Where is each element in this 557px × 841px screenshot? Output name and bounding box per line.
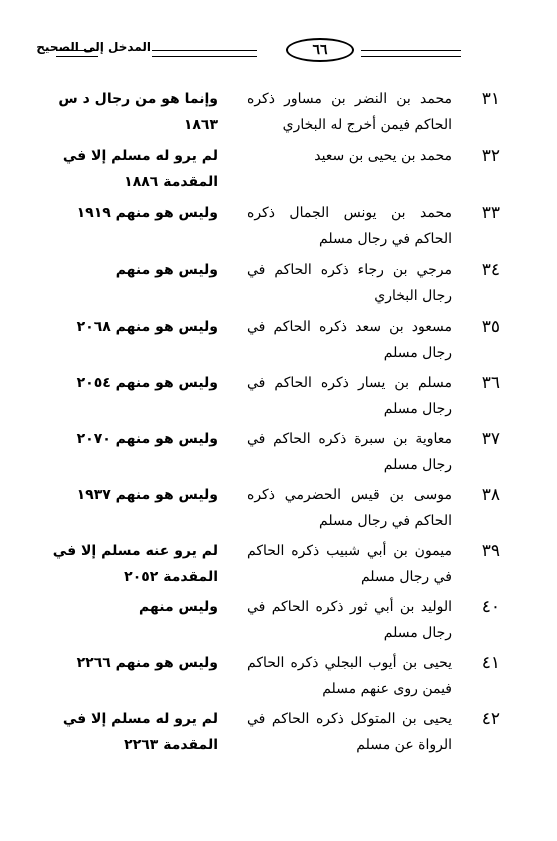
- entry-name: مسلم بن يسار ذكره الحاكم في رجال مسلم: [247, 375, 452, 417]
- entry-note: لم يرو له مسلم إلا في المقدمة ٢٢٦٣: [62, 711, 218, 753]
- page-number: ٦٦: [312, 42, 328, 58]
- entry-row: [48, 706, 500, 758]
- entry-row: [48, 200, 500, 252]
- entry-row: [48, 86, 500, 138]
- running-title: المدخل إلى الصحيح: [36, 40, 151, 54]
- entry-row: [48, 538, 500, 590]
- entry-name: الوليد بن أبي ثور ذكره الحاكم في رجال مسلم: [247, 599, 452, 641]
- entry-number: ٣٧: [481, 429, 500, 449]
- entry-number: ٤٠: [481, 597, 500, 617]
- entry-name: ميمون بن أبي شبيب ذكره الحاكم في رجال مسلم: [247, 543, 452, 585]
- entry-row: [48, 257, 500, 309]
- entry-number: ٤٢: [481, 709, 500, 729]
- entry-row: [48, 370, 500, 422]
- entry-number: ٣٨: [481, 485, 500, 505]
- entry-name: معاوية بن سبرة ذكره الحاكم في رجال مسلم: [247, 431, 452, 473]
- entry-number: ٣١: [481, 89, 500, 109]
- entry-number: ٣٤: [481, 260, 500, 280]
- entry-name: محمد بن النضر بن مساور ذكره الحاكم فيمن أخرج له البخاري: [247, 91, 452, 133]
- page-number-frame: [286, 38, 354, 62]
- entry-name: مسعود بن سعد ذكره الحاكم في رجال مسلم: [247, 319, 452, 361]
- header-rule-middle: [152, 50, 257, 57]
- entry-note: وليس منهم: [139, 599, 218, 615]
- entry-name: محمد بن يونس الجمال ذكره الحاكم في رجال مسلم: [247, 205, 452, 247]
- entry-name: محمد بن يحيى بن سعيد: [314, 148, 452, 164]
- entry-note: وليس هو منهم ١٩١٩: [76, 205, 218, 221]
- entry-name: مرجي بن رجاء ذكره الحاكم في رجال البخاري: [247, 262, 452, 304]
- entry-note: وليس هو منهم ١٩٣٧: [76, 487, 218, 503]
- entry-row: [48, 143, 500, 195]
- entry-note: وليس هو منهم ٢٠٥٤: [76, 375, 218, 391]
- entry-number: ٣٢: [481, 146, 500, 166]
- entry-name: يحيى بن أيوب البجلي ذكره الحاكم فيمن روى عنهم مسلم: [247, 655, 452, 697]
- entry-number: ٤١: [481, 653, 500, 673]
- entry-note: وليس هو منهم: [115, 262, 218, 278]
- entry-note: وليس هو منهم ٢٠٧٠: [76, 431, 218, 447]
- entry-row: [48, 650, 500, 702]
- entry-name: يحيى بن المتوكل ذكره الحاكم في الرواة عن مسلم: [247, 711, 452, 753]
- header-rule-right: [361, 50, 461, 57]
- entry-number: ٣٣: [481, 203, 500, 223]
- entry-name: موسى بن قيس الحضرمي ذكره الحاكم في رجال مسلم: [247, 487, 452, 529]
- entry-note: لم يرو عنه مسلم إلا في المقدمة ٢٠٥٢: [52, 543, 218, 585]
- entry-note: وإنما هو من رجال د س ١٨٦٣: [58, 91, 218, 133]
- entry-note: لم يرو له مسلم إلا في المقدمة ١٨٨٦: [62, 148, 218, 190]
- entry-number: ٣٩: [481, 541, 500, 561]
- entry-number: ٣٥: [481, 317, 500, 337]
- entry-note: وليس هو منهم ٢٠٦٨: [76, 319, 218, 335]
- entry-note: وليس هو منهم ٢٢٦٦: [76, 655, 218, 671]
- entry-number: ٣٦: [481, 373, 500, 393]
- entry-row: [48, 594, 500, 646]
- entry-row: [48, 426, 500, 478]
- entry-row: [48, 482, 500, 534]
- page-header: [36, 34, 496, 68]
- entry-row: [48, 314, 500, 366]
